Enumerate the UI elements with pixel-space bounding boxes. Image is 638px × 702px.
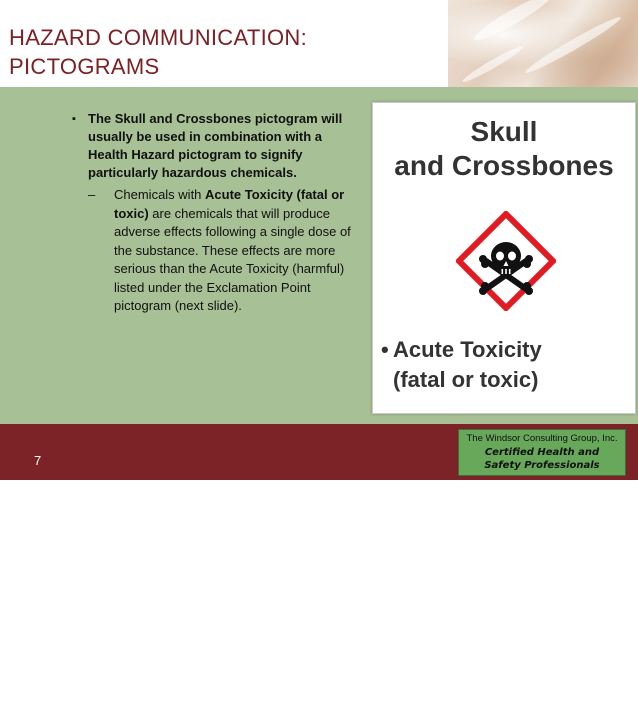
sub-bullet-prefix: Chemicals with: [114, 187, 206, 202]
slide-title-line-2: PICTOGRAMS: [9, 54, 160, 79]
main-bullet-text: The Skull and Crossbones pictogram will usually be used in combination with a Health Hazard pictogram to signify particularly hazardous chemicals.: [88, 111, 343, 180]
dash-bullet: –: [88, 187, 96, 202]
sub-bullet-emphasis: Acute Toxicity (fatal or toxic): [114, 187, 345, 221]
skull-and-crossbones-icon: [456, 211, 556, 311]
sub-bullet-suffix: are chemicals that will produce adverse effects following a single dose of the substance. These effects are more serious than the Acute Toxicity (harmful) listed under the Exclamation Point pictogram (next slide).: [114, 205, 351, 313]
slide-number: 7: [34, 453, 42, 468]
header-decorative-image: [448, 0, 638, 87]
pictogram-title: [373, 115, 635, 183]
main-bullet: [72, 110, 352, 182]
slide-header: [0, 0, 638, 87]
slide-title-line-1: HAZARD COMMUNICATION:: [9, 25, 307, 50]
pictogram-card: [372, 102, 636, 414]
pictogram-label-line-2: (fatal or toxic): [393, 367, 539, 392]
round-bullet-icon: •: [381, 337, 389, 362]
bullet-list: [72, 110, 352, 316]
sub-bullet: [72, 186, 352, 316]
pictogram-title-line-2: and Crossbones: [394, 150, 614, 181]
badge-credential: Certified Health and Safety Professionals: [484, 447, 600, 471]
company-badge: [458, 429, 626, 476]
pictogram-title-line-1: Skull: [470, 116, 538, 147]
pictogram-label: [381, 335, 631, 395]
slide-title: [9, 23, 307, 81]
badge-company-name: The Windsor Consulting Group, Inc.: [466, 433, 618, 444]
square-bullet-icon: ▪: [72, 113, 76, 125]
pictogram-label-line-1: Acute Toxicity: [393, 337, 542, 362]
